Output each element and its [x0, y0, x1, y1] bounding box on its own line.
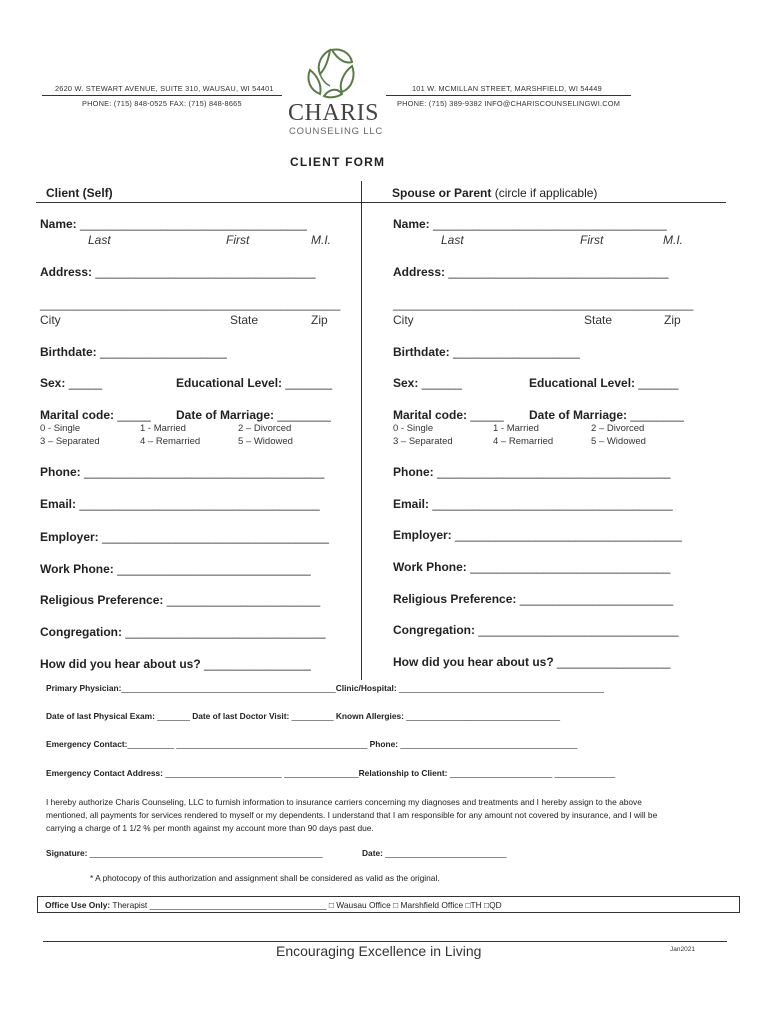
signature-field[interactable] [46, 848, 323, 858]
ec-address-label: Emergency Contact Address: [46, 768, 163, 778]
column-divider [361, 181, 362, 680]
primary-physician-field[interactable] [46, 683, 604, 693]
client-congregation-label: Congregation: [40, 625, 122, 639]
client-religious-label: Religious Preference: [40, 593, 164, 607]
date-blank: __________________________ [385, 848, 507, 858]
spouse-sub-first: First [580, 233, 604, 247]
spouse-sex-label: Sex: [393, 376, 419, 390]
ec-address-field[interactable] [46, 768, 615, 778]
client-address-blank: _________________________________ [95, 265, 316, 279]
client-marital-label: Marital code: [40, 408, 115, 422]
client-code-single: 0 - Single [40, 423, 81, 434]
client-code-divorced: 2 – Divorced [238, 423, 292, 434]
spouse-heard-blank: _________________ [557, 655, 671, 669]
date-field[interactable] [362, 848, 506, 858]
relationship-label: Relationship to Client: [358, 768, 448, 778]
date-label: Date: [362, 848, 383, 858]
footer-rule [43, 941, 727, 942]
client-employer-field[interactable] [40, 530, 329, 544]
spouse-marital-label: Marital code: [393, 408, 468, 422]
client-dom-field[interactable] [176, 408, 331, 422]
client-city-label: City [40, 313, 61, 327]
spouse-code-single: 0 - Single [393, 423, 434, 434]
spouse-name-label: Name: [393, 217, 430, 231]
client-sex-label: Sex: [40, 376, 66, 390]
client-edu-field[interactable] [176, 376, 332, 390]
client-phone-blank: ____________________________________ [84, 465, 325, 479]
client-address-label: Address: [40, 265, 93, 279]
spouse-name-blank: ___________________________________ [433, 217, 667, 231]
spouse-employer-label: Employer: [393, 528, 452, 542]
footer-version: Jan2021 [670, 946, 695, 953]
spouse-sub-last: Last [441, 233, 464, 247]
ec-phone-label: Phone: [369, 739, 399, 749]
client-state-label: State [230, 313, 259, 327]
signature-label: Signature: [46, 848, 88, 858]
office-use-label: Office Use Only: [45, 900, 111, 910]
client-sex-blank: _____ [68, 376, 103, 390]
client-edu-blank: _______ [285, 376, 333, 390]
client-email-label: Email: [40, 497, 77, 511]
client-phone-label: Phone: [40, 465, 81, 479]
client-code-widowed: 5 – Widowed [238, 436, 293, 447]
spouse-column-header [392, 186, 597, 200]
spouse-dom-field[interactable] [529, 408, 684, 422]
clinic-label: Clinic/Hospital: [335, 683, 397, 693]
spouse-email-field[interactable] [393, 497, 673, 511]
client-edu-label: Educational Level: [176, 376, 283, 390]
client-religious-blank: _______________________ [166, 593, 321, 607]
spouse-sub-mi: M.I. [663, 233, 683, 247]
client-sex-field[interactable] [40, 376, 102, 390]
spouse-religious-field[interactable] [393, 592, 673, 606]
client-heard-field[interactable] [40, 657, 311, 671]
client-heard-label: How did you hear about us? [40, 657, 201, 671]
relationship-blank: ______________________ _____________ [449, 768, 616, 778]
spouse-zip-label: Zip [664, 313, 681, 327]
client-workphone-label: Work Phone: [40, 562, 114, 576]
last-exam-label: Date of last Physical Exam: [46, 711, 155, 721]
spouse-marital-field[interactable] [393, 408, 504, 422]
spouse-dom-label: Date of Marriage: [529, 408, 628, 422]
header-left-rule [42, 95, 282, 96]
spouse-religious-label: Religious Preference: [393, 592, 517, 606]
client-marital-field[interactable] [40, 408, 151, 422]
spouse-state-label: State [584, 313, 613, 327]
spouse-edu-label: Educational Level: [529, 376, 636, 390]
spouse-email-blank: ____________________________________ [432, 497, 673, 511]
spouse-marital-blank: _____ [470, 408, 504, 422]
spouse-header-note: (circle if applicable) [494, 186, 598, 200]
spouse-workphone-label: Work Phone: [393, 560, 467, 574]
spouse-edu-blank: ______ [638, 376, 679, 390]
client-name-field[interactable] [40, 217, 307, 231]
client-workphone-blank: _____________________________ [117, 562, 311, 576]
spouse-birthdate-label: Birthdate: [393, 345, 450, 359]
spouse-phone-label: Phone: [393, 465, 434, 479]
spouse-code-divorced: 2 – Divorced [591, 423, 645, 434]
authorization-line-2: mentioned, all payments for services rendered to myself or my dependents. I understand that I am responsible for any amount not covered by insurance, and I will be [46, 810, 658, 820]
spouse-religious-blank: _______________________ [519, 592, 674, 606]
spouse-phone-field[interactable] [393, 465, 671, 479]
authorization-line-3: carrying a charge of 1 1/2 % per month against my account more than 90 days past due. [46, 823, 374, 833]
spouse-address-label: Address: [393, 265, 446, 279]
client-employer-label: Employer: [40, 530, 99, 544]
client-workphone-field[interactable] [40, 562, 311, 576]
allergies-label: Known Allergies: [335, 711, 404, 721]
client-congregation-blank: ______________________________ [125, 625, 326, 639]
leaf-logo-icon [300, 44, 362, 100]
client-address-field[interactable] [40, 265, 316, 279]
client-code-separated: 3 – Separated [40, 436, 100, 447]
column-header-rule [36, 202, 726, 203]
last-exam-blank: _______ [157, 711, 190, 721]
emergency-contact-field[interactable] [46, 739, 577, 749]
client-code-remarried: 4 – Remarried [140, 436, 201, 447]
header-left-address: 2620 W. STEWART AVENUE, SUITE 310, WAUSAU, WI 54401 [55, 84, 274, 93]
client-sub-last: Last [88, 233, 111, 247]
client-dom-label: Date of Marriage: [176, 408, 275, 422]
spouse-congregation-field[interactable] [393, 623, 679, 637]
header-left-phone: PHONE: (715) 848-0525 FAX: (715) 848-8665 [82, 99, 242, 108]
spouse-congregation-label: Congregation: [393, 623, 475, 637]
client-religious-field[interactable] [40, 593, 320, 607]
signature-blank: __________________________________________________ [89, 848, 323, 858]
spouse-name-field[interactable] [393, 217, 667, 231]
spouse-sex-field[interactable] [393, 376, 462, 390]
client-address-line2[interactable]: _____________________________________________ [40, 297, 341, 311]
spouse-workphone-blank: ______________________________ [470, 560, 671, 574]
client-email-blank: ____________________________________ [79, 497, 320, 511]
emergency-contact-label: Emergency Contact: [46, 739, 128, 749]
spouse-workphone-field[interactable] [393, 560, 670, 574]
client-phone-field[interactable] [40, 465, 324, 479]
last-visit-blank: _________ [291, 711, 334, 721]
photocopy-note: * A photocopy of this authorization and assignment shall be considered as valid as the original. [90, 873, 440, 883]
header-right-address: 101 W. MCMILLAN STREET, MARSHFIELD, WI 54449 [412, 84, 602, 93]
client-email-field[interactable] [40, 497, 320, 511]
client-employer-blank: __________________________________ [102, 530, 329, 544]
header-right-rule [386, 95, 631, 96]
spouse-edu-field[interactable] [529, 376, 678, 390]
spouse-code-separated: 3 – Separated [393, 436, 453, 447]
logo-subtitle: COUNSELING LLC [289, 126, 384, 137]
client-congregation-field[interactable] [40, 625, 326, 639]
client-sub-mi: M.I. [311, 233, 331, 247]
spouse-birthdate-blank: ___________________ [453, 345, 580, 359]
spouse-code-remarried: 4 – Remarried [493, 436, 554, 447]
spouse-phone-blank: ___________________________________ [437, 465, 671, 479]
client-birthdate-field[interactable] [40, 345, 227, 359]
client-name-blank: __________________________________ [80, 217, 307, 231]
emergency-contact-blank: __________ _________________________________________ [127, 739, 368, 749]
allergies-blank: _________________________________ [406, 711, 561, 721]
ec-address-blank: _________________________ ________________ [165, 768, 359, 778]
office-use-text: Therapist ______________________________________ □ Wausau Office □ Marshfield Office □TH □QD [112, 900, 502, 910]
spouse-dom-blank: ________ [630, 408, 684, 422]
client-sub-first: First [226, 233, 250, 247]
spouse-employer-field[interactable] [393, 528, 682, 542]
header-right-phone: PHONE: (715) 389-9382 INFO@CHARISCOUNSELINGWI.COM [397, 99, 621, 108]
client-column-header: Client (Self) [46, 186, 113, 200]
client-birthdate-blank: ___________________ [100, 345, 227, 359]
spouse-code-married: 1 - Married [493, 423, 539, 434]
spouse-header-title: Spouse or Parent [392, 186, 492, 200]
primary-physician-label: Primary Physician: [46, 683, 122, 693]
ec-phone-blank: ______________________________________ [400, 739, 578, 749]
authorization-line-1: I hereby authorize Charis Counseling, LLC to furnish information to insurance carriers concerning my diagnoses and treatments and I hereby assign to the above [46, 797, 642, 807]
footer-tagline: Encouraging Excellence in Living [276, 943, 482, 959]
client-birthdate-label: Birthdate: [40, 345, 97, 359]
client-code-married: 1 - Married [140, 423, 186, 434]
spouse-address-field[interactable] [393, 265, 669, 279]
spouse-sex-blank: ______ [421, 376, 462, 390]
logo-name: CHARIS [288, 100, 380, 126]
spouse-code-widowed: 5 – Widowed [591, 436, 646, 447]
client-zip-label: Zip [311, 313, 328, 327]
spouse-heard-label: How did you hear about us? [393, 655, 554, 669]
client-dom-blank: ________ [277, 408, 331, 422]
client-name-label: Name: [40, 217, 77, 231]
spouse-city-label: City [393, 313, 414, 327]
client-heard-blank: ________________ [204, 657, 311, 671]
spouse-address-blank: _________________________________ [448, 265, 669, 279]
spouse-congregation-blank: ______________________________ [478, 623, 679, 637]
clinic-blank: ____________________________________________ [398, 683, 604, 693]
spouse-employer-blank: __________________________________ [455, 528, 682, 542]
spouse-email-label: Email: [393, 497, 430, 511]
primary-physician-blank: ______________________________________________ [121, 683, 336, 693]
spouse-birthdate-field[interactable] [393, 345, 580, 359]
spouse-address-line2[interactable]: _____________________________________________ [393, 297, 694, 311]
office-use-field[interactable] [45, 900, 502, 910]
last-visit-label: Date of last Doctor Visit: [192, 711, 290, 721]
form-title: CLIENT FORM [290, 155, 386, 169]
exam-visit-allergies-field[interactable] [46, 711, 560, 721]
spouse-heard-field[interactable] [393, 655, 670, 669]
client-marital-blank: _____ [117, 408, 151, 422]
